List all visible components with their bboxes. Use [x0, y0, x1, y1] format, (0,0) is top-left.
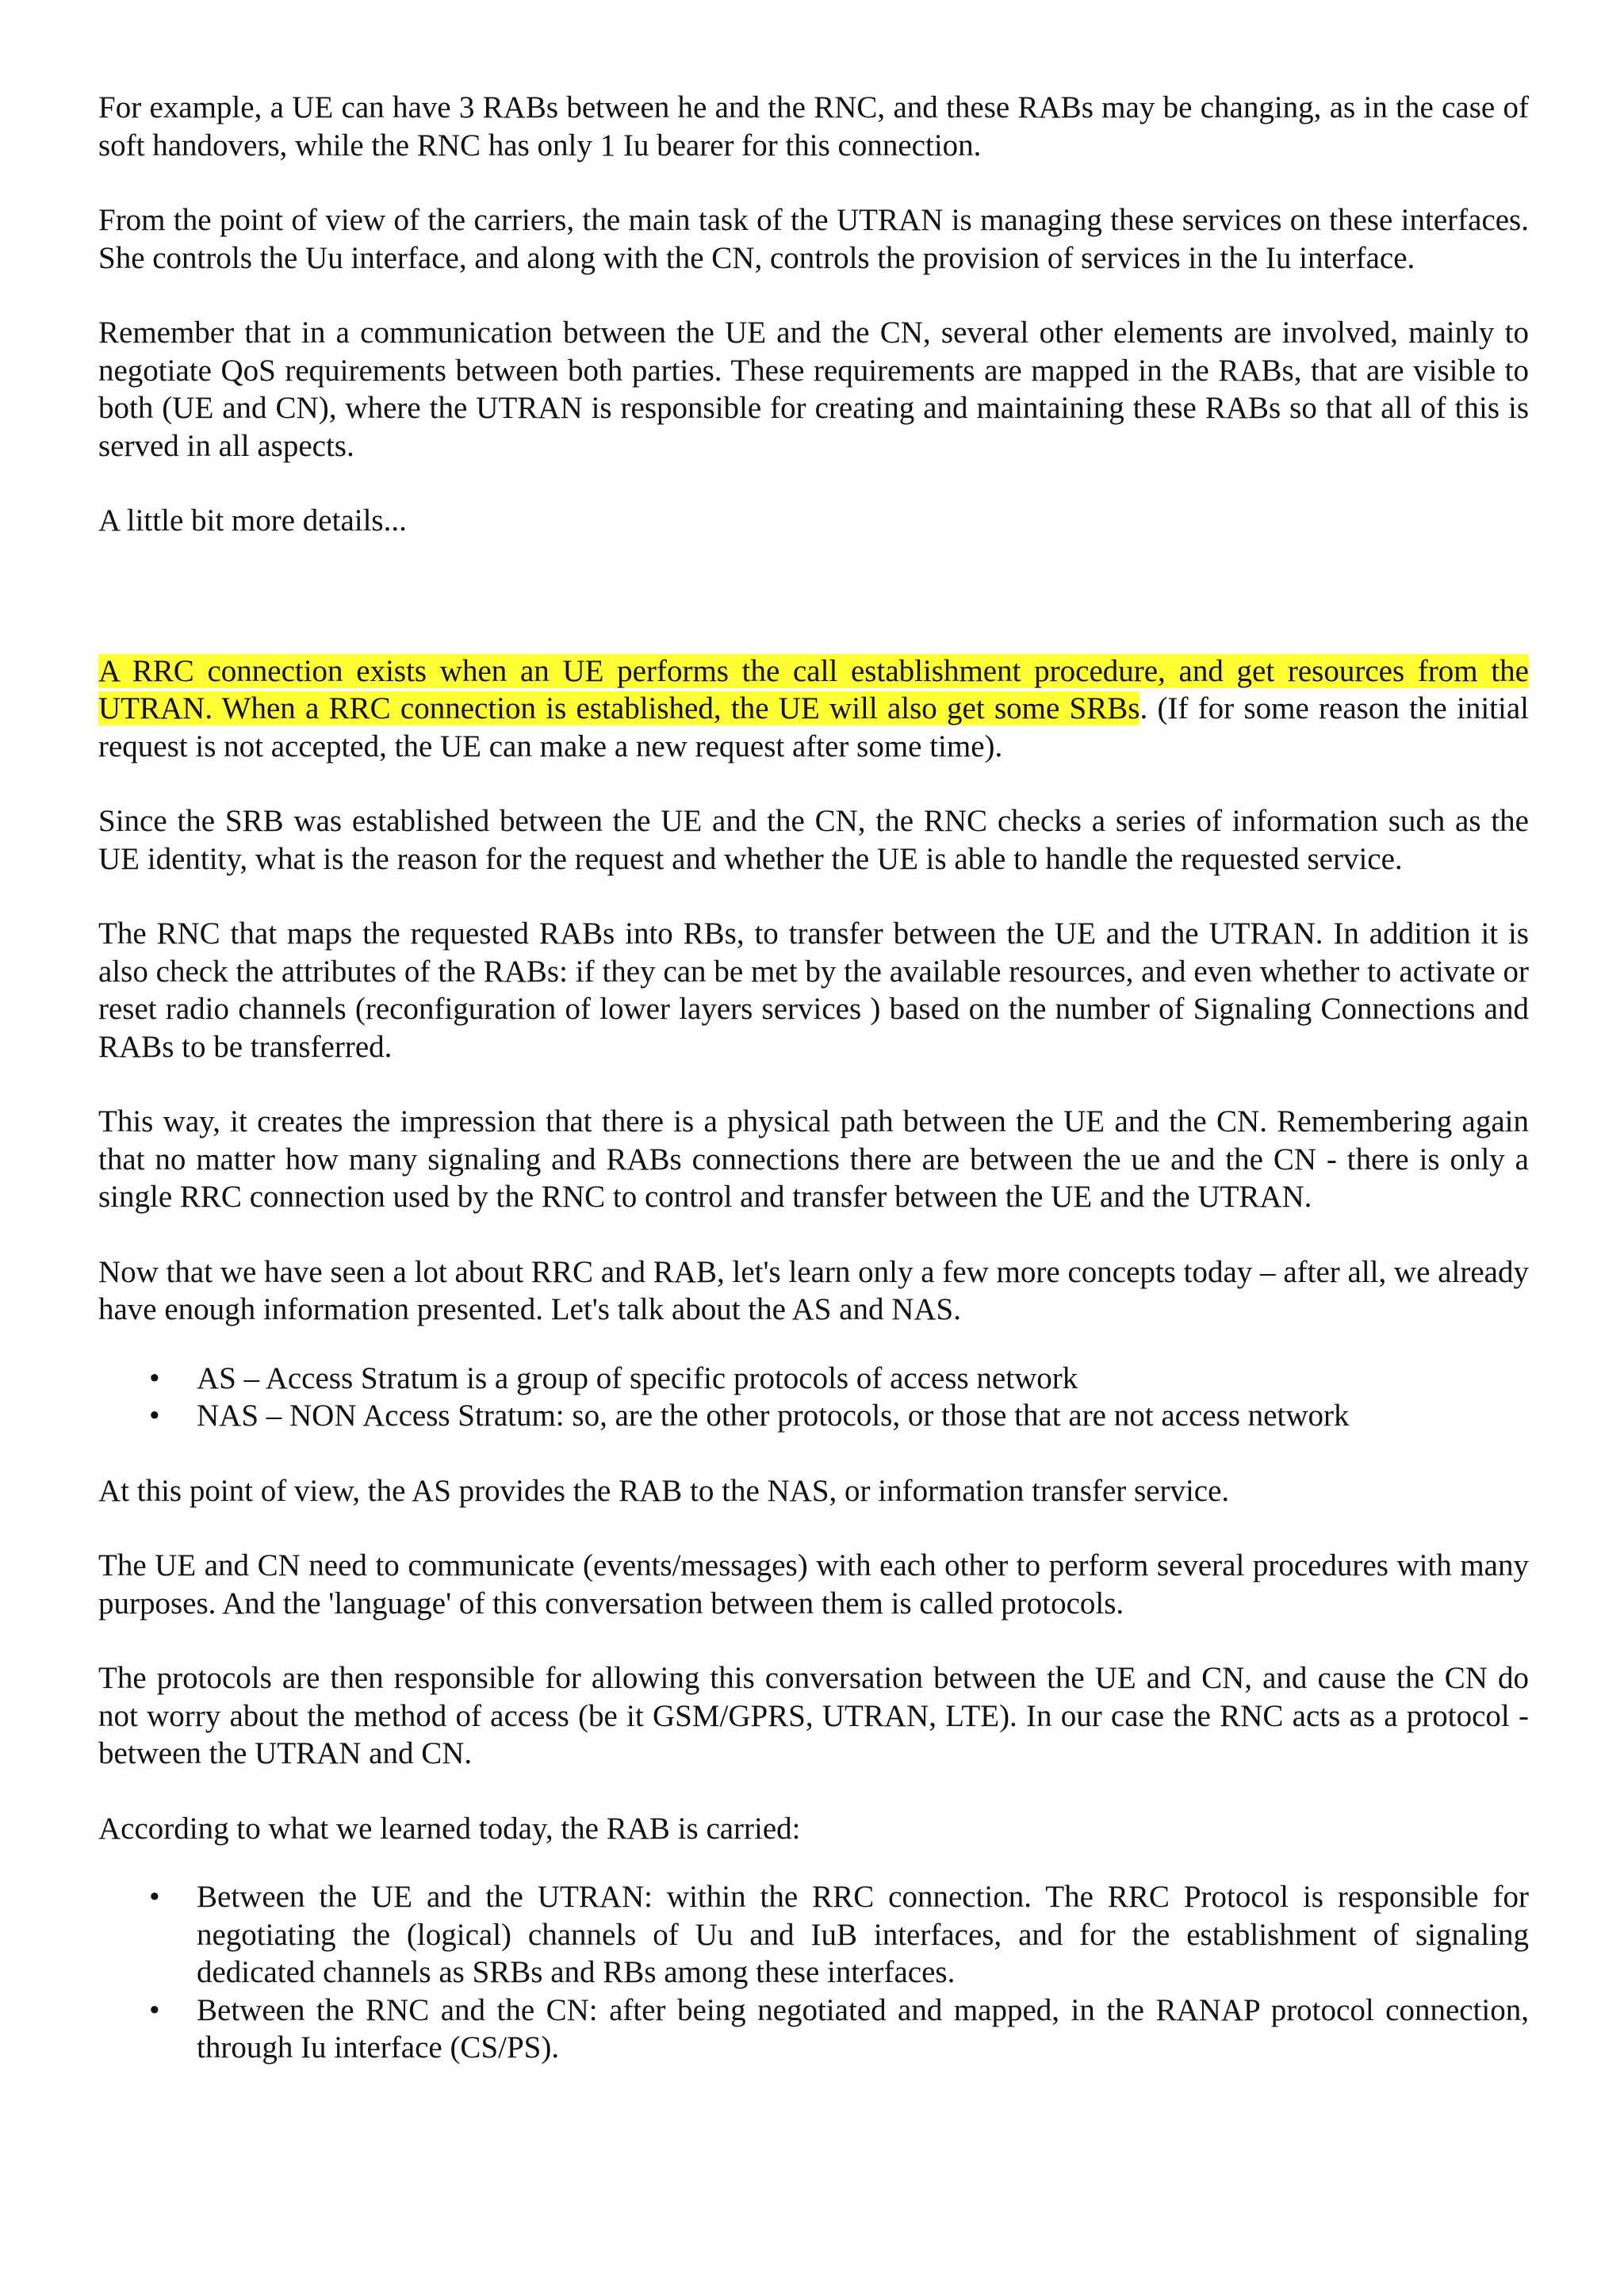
paragraph-utran-task: From the point of view of the carriers, the main task of the UTRAN is managing these services on these interfaces. She controls the Uu interface, and along with the CN, controls the provision of services in the Iu interface.: [98, 203, 1529, 275]
as-nas-list: [98, 1360, 1529, 1435]
paragraph-as-nas-intro: Now that we have seen a lot about RRC and RAB, let's learn only a few more concepts today – after all, we already have enough information presented. Let's talk about the AS and NAS.: [98, 1254, 1529, 1326]
paragraph-qos-negotiation: Remember that in a communication between the UE and the CN, several other elements are involved, mainly to negotiate QoS requirements between both parties. These requirements are mapped in the RABs, that are visible to both (UE and CN), where the UTRAN is responsible for creating and maintaining these RABs so that all of this is served in all aspects.: [98, 316, 1529, 463]
paragraph-rrc-connection: [98, 652, 1529, 766]
list-item: [149, 1360, 1529, 1398]
paragraph-rnc-maps-rabs: The RNC that maps the requested RABs into RBs, to transfer between the UE and the UTRAN. In addition it is also check the attributes of the RABs: if they can be met by the available resources, and even whether to activate or reset radio channels (reconfiguration of lower layers services ) based on the number of Signaling Connections and RABs to be transferred.: [98, 916, 1529, 1064]
paragraph-rab-example: For example, a UE can have 3 RABs between he and the RNC, and these RABs may be changing, as in the case of soft handovers, while the RNC has only 1 Iu bearer for this connection.: [98, 90, 1529, 163]
list-item-text: Between the RNC and the CN: after being negotiated and mapped, in the RANAP protocol connection, through Iu interface (CS/PS).: [197, 1992, 1529, 2064]
paragraph-physical-path: This way, it creates the impression that there is a physical path between the UE and the CN. Remembering again that no matter how many signaling and RABs connections there are between the ue and the CN - there is only a single RRC connection used by the RNC to control and transfer between the UE and the UTRAN.: [98, 1104, 1529, 1214]
blank-gap: [98, 577, 1529, 652]
rab-carried-list: [98, 1878, 1529, 2067]
bullet-icon: •: [149, 1880, 160, 1914]
paragraph-protocols-responsible: The protocols are then responsible for allowing this conversation between the UE and CN, and cause the CN do not worry about the method of access (be it GSM/GPRS, UTRAN, LTE). In our case the RNC acts as a protocol - between the UTRAN and CN.: [98, 1661, 1529, 1770]
list-item: [149, 1992, 1529, 2067]
paragraph-rab-carried: According to what we learned today, the RAB is carried:: [98, 1811, 801, 1846]
paragraph-as-provides-rab: At this point of view, the AS provides the RAB to the NAS, or information transfer service.: [98, 1473, 1230, 1508]
paragraph-srb-established: Since the SRB was established between the UE and the CN, the RNC checks a series of information such as the UE identity, what is the reason for the request and whether the UE is able to handle the requested service.: [98, 804, 1529, 876]
list-item-text: Between the UE and the UTRAN: within the RRC connection. The RRC Protocol is responsible for negotiating the (logical) channels of Uu and IuB interfaces, and for the establishment of signaling dedicated channels as SRBs and RBs among these interfaces.: [197, 1880, 1529, 1989]
bullet-icon: •: [149, 1360, 160, 1395]
paragraph-ue-cn-communicate: The UE and CN need to communicate (events/messages) with each other to perform several procedures with many purposes. And the 'language' of this conversation between them is called protocols.: [98, 1548, 1529, 1621]
document-page: [98, 89, 1529, 2067]
paragraph-more-details: A little bit more details...: [98, 503, 407, 538]
paragraph-rrc-connection-rest: . (If for some reason the initial request is not accepted, the UE can make a new request after some time).: [98, 691, 1529, 763]
list-item: [149, 1878, 1529, 1992]
list-item-text: NAS – NON Access Stratum: so, are the other protocols, or those that are not access network: [197, 1399, 1350, 1433]
bullet-icon: •: [149, 1992, 160, 2027]
list-item: [149, 1397, 1529, 1435]
bullet-icon: •: [149, 1399, 160, 1433]
highlighted-text: A RRC connection exists when an UE performs the call establishment procedure, and get resources from the UTRAN. When a RRC connection is established, the UE will also get some SRBs: [98, 653, 1529, 725]
list-item-text: AS – Access Stratum is a group of specific protocols of access network: [197, 1360, 1078, 1395]
